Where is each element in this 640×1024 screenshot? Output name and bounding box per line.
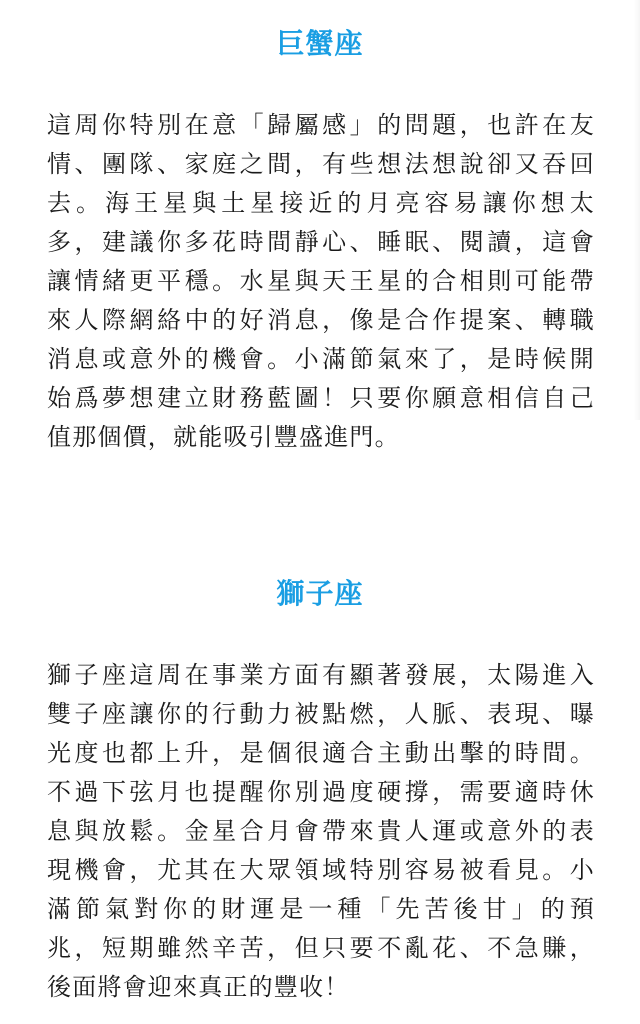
- body-line: 值那個價，就能吸引豐盛進門。: [47, 423, 400, 451]
- body-line: 消息或意外的機會。小滿節氣來了，是時候開: [47, 345, 595, 373]
- body-line: 不過下弦月也提醒你別過度硬撐，需要適時休: [47, 778, 595, 806]
- body-line: 光度也都上升，是個很適合主動出擊的時間。: [47, 739, 595, 767]
- body-line: 始爲夢想建立財務藍圖！只要你願意相信自己: [47, 384, 595, 412]
- section-title-cancer: 巨蟹座: [276, 27, 364, 60]
- body-line: 情、團隊、家庭之間，有些想法想說卻又吞回: [47, 150, 595, 178]
- section-title-leo: 獅子座: [276, 577, 364, 610]
- body-line: 去。海王星與土星接近的月亮容易讓你想太: [47, 189, 595, 217]
- body-line: 後面將會迎來真正的豐收！: [47, 973, 350, 1001]
- body-line: 來人際網絡中的好消息，像是合作提案、轉職: [47, 306, 595, 334]
- edge-shadow: [634, 0, 640, 420]
- section-body-cancer: [47, 106, 595, 457]
- body-line: 息與放鬆。金星合月會帶來貴人運或意外的表: [47, 817, 595, 845]
- body-line: 獅子座這周在事業方面有顯著發展，太陽進入: [47, 661, 595, 689]
- body-line: 雙子座讓你的行動力被點燃，人脈、表現、曝: [47, 700, 595, 728]
- body-line: 兆，短期雖然辛苦，但只要不亂花、不急賺，: [47, 934, 595, 962]
- body-line: 滿節氣對你的財運是一種「先苦後甘」的預: [47, 895, 595, 923]
- section-body-leo: [47, 656, 595, 1007]
- body-line: 這周你特別在意「歸屬感」的問題，也許在友: [47, 111, 595, 139]
- body-line: 多，建議你多花時間靜心、睡眠、閱讀，這會: [47, 228, 595, 256]
- body-line: 現機會，尤其在大眾領域特別容易被看見。小: [47, 856, 595, 884]
- body-line: 讓情緒更平穩。水星與天王星的合相則可能帶: [47, 267, 595, 295]
